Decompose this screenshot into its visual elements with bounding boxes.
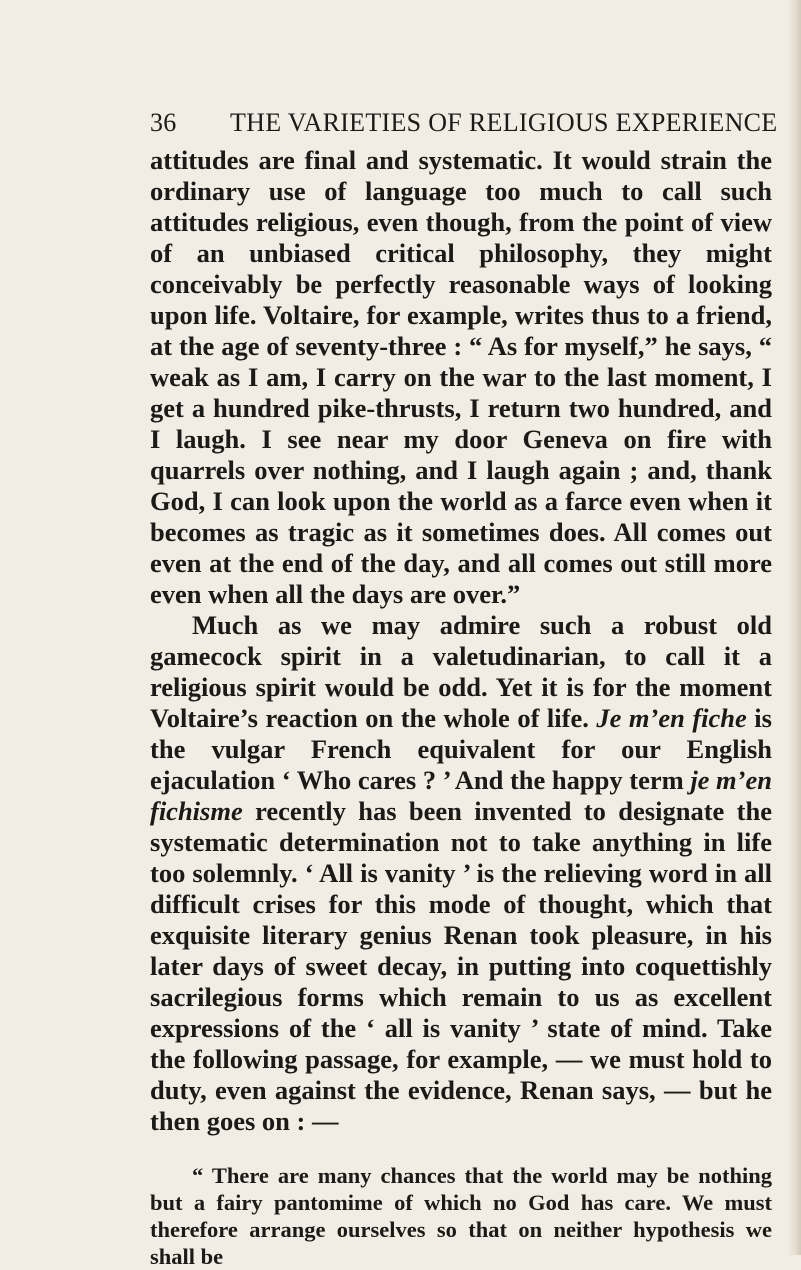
paragraph-gamecock bbox=[150, 610, 772, 1137]
paragraph-text-segment: is the vulgar French equivalent for our English ejaculation ‘ Who cares ? ’ And the happy term bbox=[150, 703, 772, 795]
page-edge-shadow bbox=[787, 0, 801, 1255]
paragraph-text-segment: recently has been invented to designate the systematic determination not to take anything in life too solemnly. ‘ All is vanity ’ is the relieving word in all difficult crises for this mode of thought, which that exquisite literary genius Renan took pleasure, in his later days of sweet decay, in putting into coquettishly sacrilegious forms which remain to us as excellent expressions of the ‘ all is vanity ’ state of mind. Take the following passage, for example, — we must hold to duty, even against the evidence, Renan says, — but he then goes on : — bbox=[150, 796, 772, 1136]
italic-phrase: Je m’en fiche bbox=[596, 703, 747, 733]
italic-phrase: je m’en fichisme bbox=[150, 765, 772, 826]
running-header bbox=[150, 108, 778, 138]
page-number: 36 bbox=[150, 108, 177, 137]
quote-text: “ There are many chances that the world may be nothing but a fairy pantomime of which no God has care. We must therefore arrange ourselves so that on neither hypothesis we shall be bbox=[150, 1163, 772, 1269]
main-text bbox=[150, 145, 772, 1137]
block-quote bbox=[150, 1162, 772, 1270]
running-title: THE VARIETIES OF RELIGIOUS EXPERIENCE bbox=[230, 108, 778, 137]
paragraph-voltaire: attitudes are final and systematic. It would strain the ordinary use of language too much to call such attitudes religious, even though, from the point of view of an unbiased critical philosophy, they might conceivably be perfectly reasonable ways of looking upon life. Voltaire, for example, writes thus to a friend, at the age of seventy-three : “ As for myself,” he says, “ weak as I am, I carry on the war to the last moment, I get a hundred pike-thrusts, I return two hundred, and I laugh. I see near my door Geneva on fire with quarrels over nothing, and I laugh again ; and, thank God, I can look upon the world as a farce even when it becomes as tragic as it sometimes does. All comes out even at the end of the day, and all comes out still more even when all the days are over.” bbox=[150, 145, 772, 609]
paragraph-text-segment: Much as we may admire such a robust old gamecock spirit in a valetudinarian, to call it a religious spirit would be odd. Yet it is for the moment Voltaire’s reaction on the whole of life. bbox=[150, 610, 772, 733]
